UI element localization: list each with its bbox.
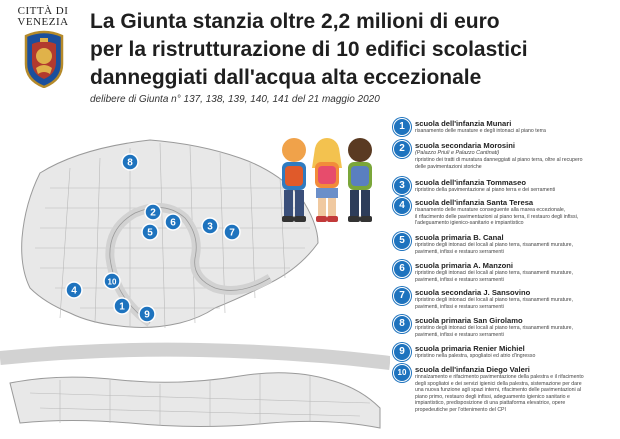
- school-name: scuola dell'infanzia Tommaseo: [415, 178, 526, 187]
- school-number-badge: 10: [393, 364, 411, 382]
- school-name: scuola primaria San Girolamo: [415, 316, 523, 325]
- school-name: scuola primaria B. Canal: [415, 233, 504, 242]
- map-marker-label: 3: [207, 221, 213, 233]
- school-work-description: ripristino degli intonaci dei locali al piano terra, risanamenti murature,: [415, 325, 574, 331]
- school-work-description: delle pavimentazioni storiche: [415, 163, 482, 170]
- school-number-badge: 7: [393, 287, 411, 305]
- school-work-description: pavimenti, infissi e restauro serramenti: [415, 276, 504, 283]
- school-work-description: il rifacimento delle pavimentazioni al piano terra, il restauro degli infissi,: [415, 213, 579, 220]
- map-marker: [104, 273, 120, 289]
- school-name: scuola dell'infanzia Munari: [415, 119, 512, 128]
- headline-line3: danneggiati dall'acqua alta eccezionale: [90, 66, 482, 89]
- school-work-description: pavimenti, infissi e restauro serramenti: [415, 303, 504, 310]
- school-work-description: ripristino degli intonaci dei locali al piano terra, risanamenti murature,: [415, 297, 574, 303]
- children-illustration: [272, 128, 382, 228]
- school-building-note: (Palazzo Priuli e Palazzo Cantinati): [415, 150, 500, 156]
- school-work-description: propedeutiche per l'ottenimento del CPI: [415, 407, 506, 413]
- map-marker-label: 6: [170, 217, 176, 229]
- child-left: [282, 138, 306, 222]
- school-name: scuola primaria Renier Michiel: [415, 344, 525, 353]
- school-name: scuola primaria A. Manzoni: [415, 261, 514, 270]
- map-marker-label: 4: [71, 285, 77, 297]
- map-marker: [165, 214, 181, 230]
- map-marker: [66, 282, 82, 298]
- coat-of-arms-icon: [22, 30, 66, 88]
- map-marker: [114, 298, 130, 314]
- map-marker: [142, 224, 158, 240]
- logo-line1: CITTÀ DI: [17, 5, 69, 17]
- school-number-badge: 9: [393, 343, 411, 361]
- school-number-badge: 3: [393, 177, 411, 195]
- school-number-badge: 8: [393, 315, 411, 333]
- school-work-description: pavimenti, infissi e restauro serramenti: [415, 331, 504, 338]
- map-marker-label: 10: [107, 277, 117, 287]
- school-work-description: risanamento delle murature conseguente alla marea eccezionale,: [415, 207, 566, 213]
- school-name: scuola secondaria Morosini: [415, 141, 516, 150]
- school-name: scuola dell'infanzia Diego Valeri: [415, 365, 530, 374]
- map-marker: [145, 204, 161, 220]
- city-logo: [8, 6, 78, 90]
- child-middle: [312, 138, 342, 222]
- headline-line1: La Giunta stanzia oltre 2,2 milioni di euro: [90, 10, 500, 33]
- headline: [90, 8, 615, 92]
- school-work-description: ripristino degli intonaci dei locali al piano terra, risanamenti murature,: [415, 242, 574, 248]
- school-work-description: una nuova funzione agli spazi interni, rifacimento delle pavimentazioni al: [415, 387, 582, 394]
- school-number-badge: 6: [393, 260, 411, 278]
- subline: delibere di Giunta n° 137, 138, 139, 140, 141 del 21 maggio 2020: [90, 94, 380, 105]
- map-marker: [122, 154, 138, 170]
- school-number-badge: 5: [393, 232, 411, 250]
- map-marker-label: 8: [127, 157, 133, 169]
- child-right: [348, 138, 372, 222]
- map-marker: [139, 306, 155, 322]
- school-number-badge: 1: [393, 118, 411, 136]
- school-work-description: ripristino nella palestra, spogliatoi ed atrio d'ingresso: [415, 353, 536, 359]
- school-work-description: impiantistico, predisposizione di una piattaforma elevatrice, opere: [415, 400, 566, 407]
- school-work-description: pavimenti, infissi e restauro serramenti: [415, 248, 504, 255]
- logo-line2: VENEZIA: [17, 16, 69, 28]
- school-number-badge: 4: [393, 197, 411, 215]
- school-work-description: rinnalzamento e rifacimento pavimentazione della palestra e il rifacimento: [415, 374, 584, 380]
- map-marker: [202, 218, 218, 234]
- school-name: scuola dell'infanzia Santa Teresa: [415, 198, 534, 207]
- map-marker-label: 9: [144, 309, 150, 321]
- school-work-description: risanamento delle murature e degli intonaci al piano terra: [415, 128, 546, 134]
- logo-text: [8, 6, 78, 28]
- school-work-description: ripristino degli intonaci dei locali al piano terra, risanamenti murature,: [415, 270, 574, 276]
- map-marker-label: 7: [229, 227, 235, 239]
- school-name: scuola secondaria J. Sansovino: [415, 288, 531, 297]
- school-work-description: piano primo, restauro degli infissi, adeguamento igienico sanitario e: [415, 393, 570, 400]
- school-work-description: degli spogliatoi e dei servizi igienici della palestra, sistemazione per dare: [415, 380, 582, 387]
- school-work-description: ripristino dei tratti di muratura danneggiati al piano terra, oltre al recupero: [415, 157, 583, 163]
- headline-line2: per la ristrutturazione di 10 edifici scolastici: [90, 38, 528, 61]
- map-marker: [224, 224, 240, 240]
- map-marker-label: 2: [150, 207, 156, 219]
- school-work-description: ripristino della pavimentazione al piano terra e dei serramenti: [415, 187, 556, 193]
- map-marker-label: 1: [119, 301, 125, 313]
- school-work-description: l'adeguamento igienico-sanitario e impiantistico: [415, 220, 524, 227]
- map-marker-label: 5: [147, 227, 153, 239]
- school-number-badge: 2: [393, 140, 411, 158]
